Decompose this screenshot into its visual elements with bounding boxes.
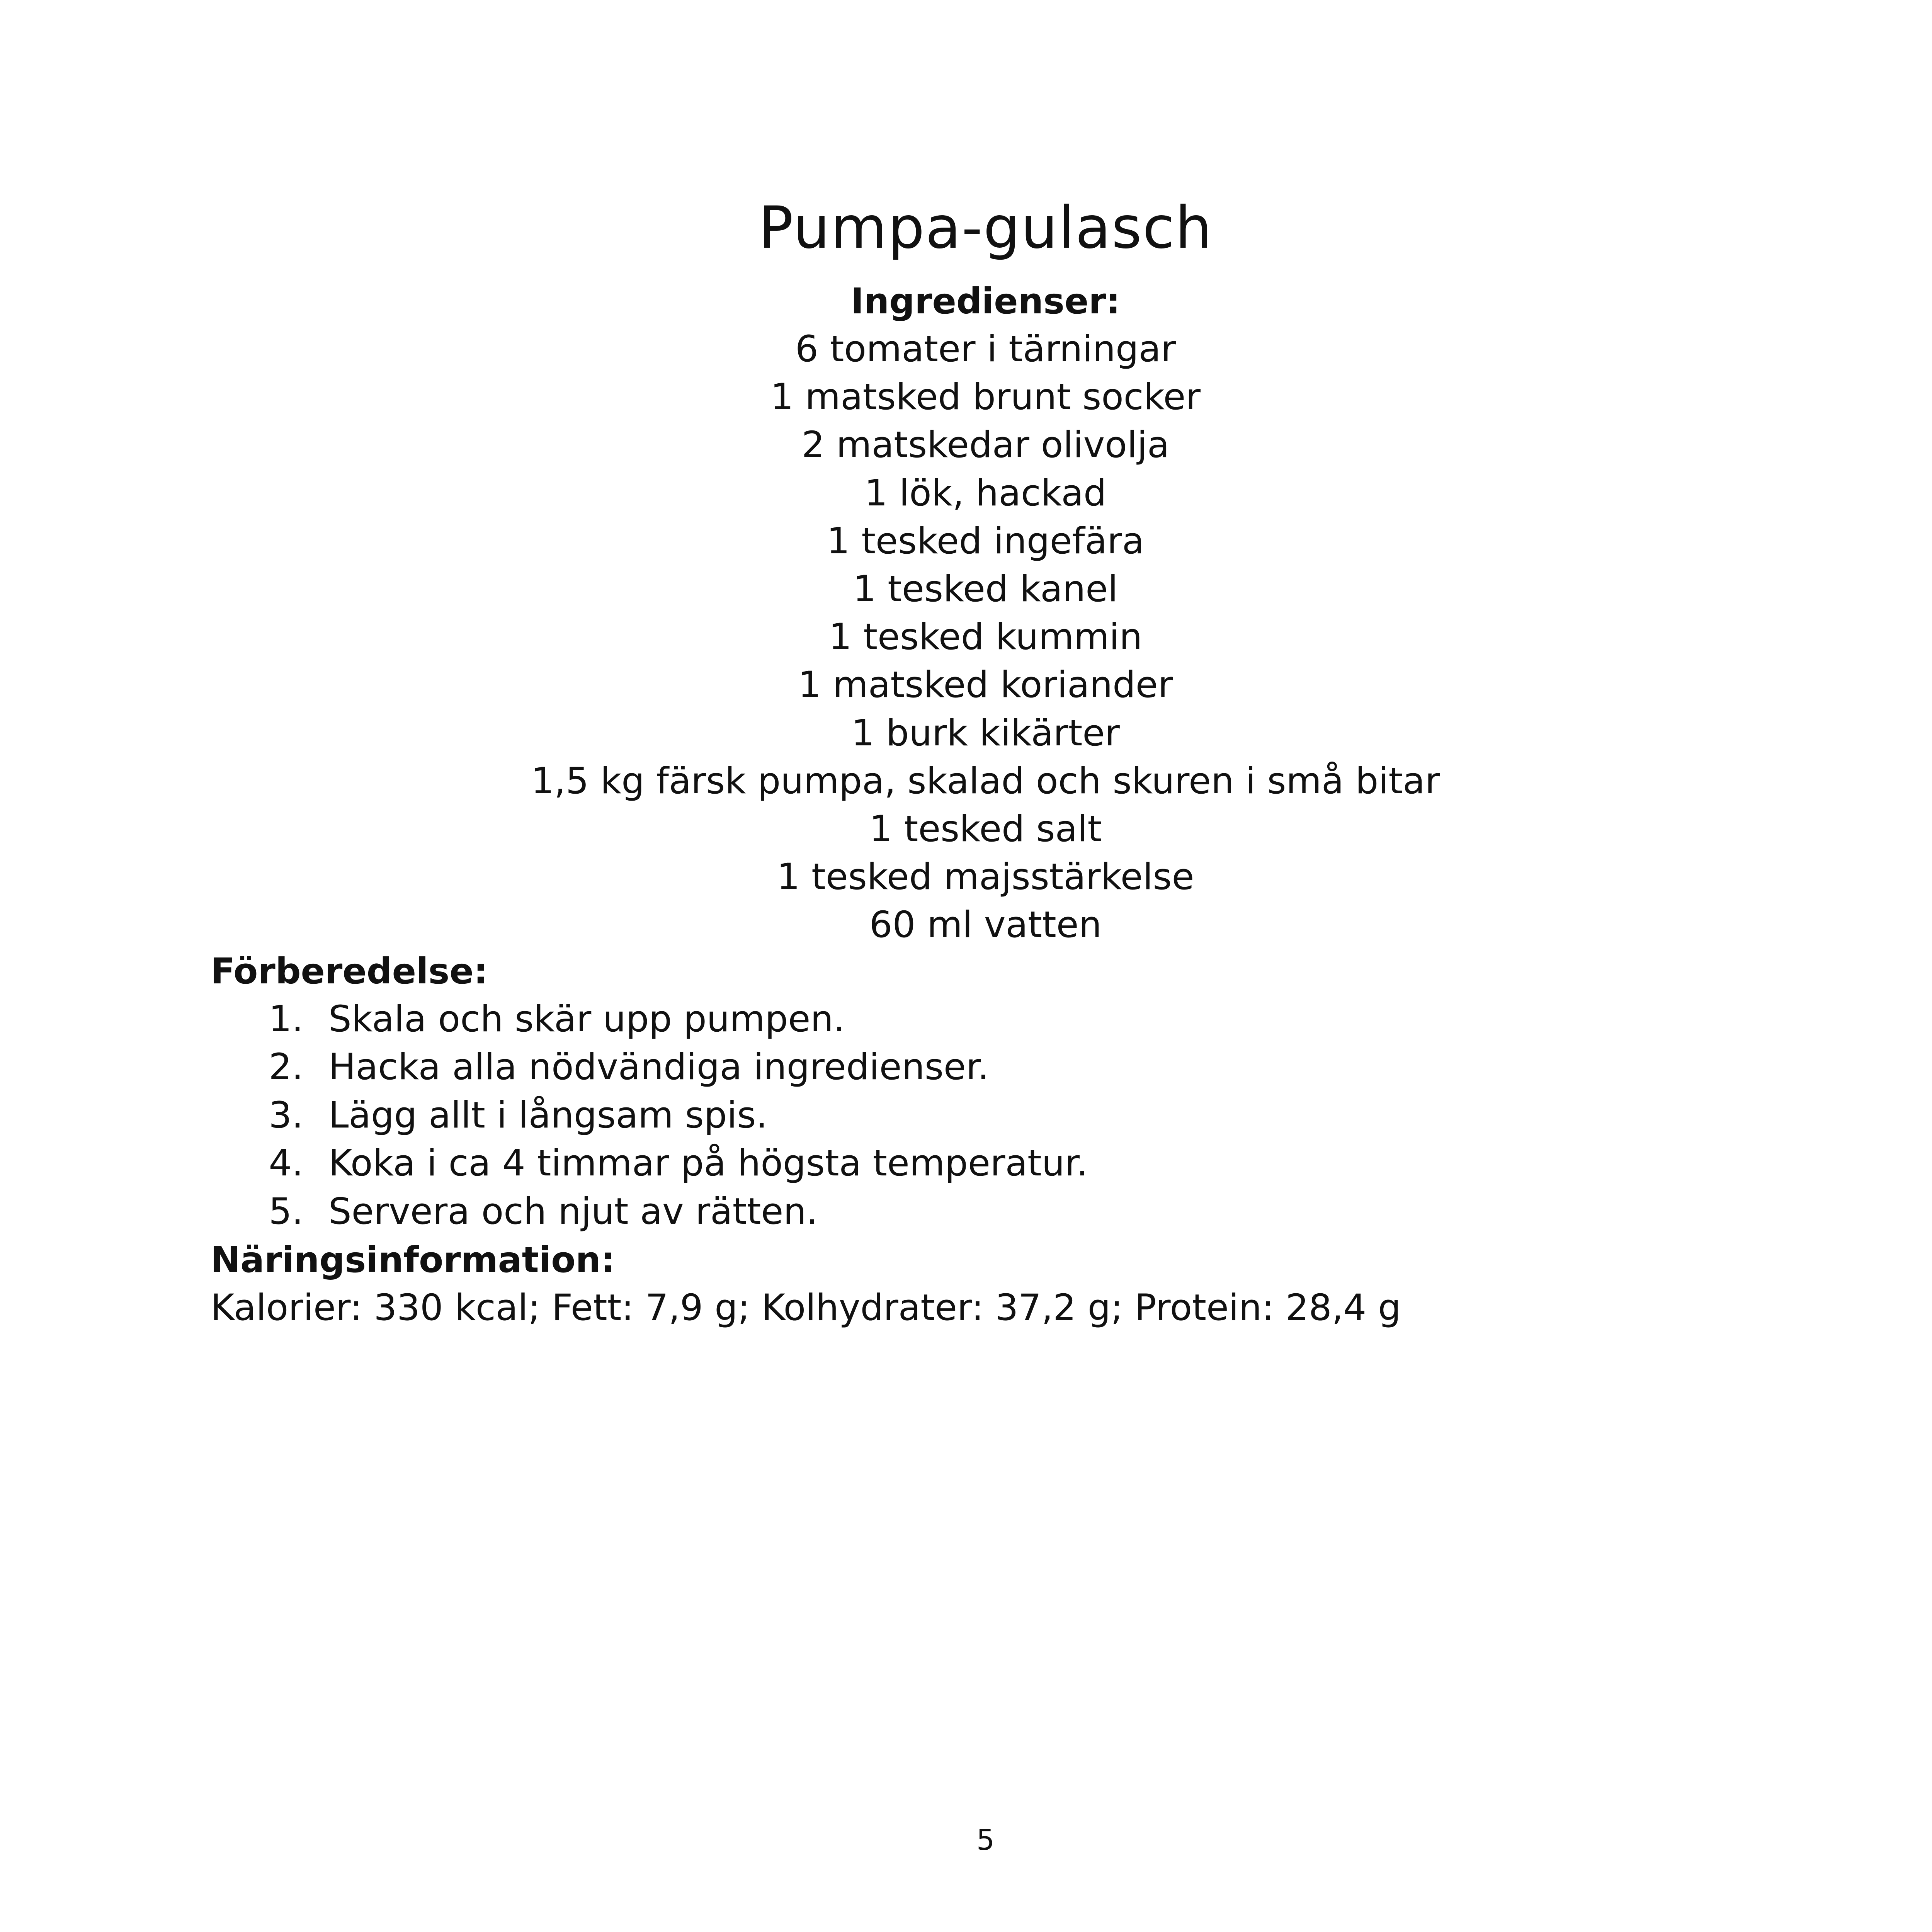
ingredient-item: 1 matsked koriander <box>798 664 1173 706</box>
step-number: 5. <box>269 1190 303 1233</box>
step-list <box>211 995 1872 1236</box>
step-item <box>211 1139 1872 1187</box>
nutrition-heading: Näringsinformation: <box>211 1239 615 1281</box>
step-item <box>211 1092 1872 1139</box>
ingredients-heading: Ingredienser: <box>850 281 1121 322</box>
step-text: Hacka alla nödvändiga ingredienser. <box>328 1046 989 1088</box>
ingredient-item: 1,5 kg färsk pumpa, skalad och skuren i små bitar <box>531 760 1440 802</box>
ingredient-item: 1 burk kikärter <box>851 712 1120 754</box>
ingredient-list <box>0 325 1932 949</box>
ingredient-item: 1 matsked brunt socker <box>770 376 1201 418</box>
ingredients-section <box>0 277 1932 949</box>
step-number: 4. <box>269 1142 303 1185</box>
step-text: Lägg allt i långsam spis. <box>328 1094 768 1136</box>
page-number: 5 <box>976 1823 995 1857</box>
ingredient-item: 1 tesked kanel <box>853 568 1118 610</box>
step-text: Skala och skär upp pumpen. <box>328 998 845 1040</box>
ingredient-item: 1 tesked ingefära <box>827 520 1145 562</box>
nutrition-section <box>211 1236 1872 1332</box>
step-number: 3. <box>269 1094 303 1136</box>
ingredient-item: 6 tomater i tärningar <box>795 328 1176 370</box>
step-number: 2. <box>269 1046 303 1088</box>
ingredient-item: 2 matskedar olivolja <box>801 424 1170 466</box>
ingredient-item: 1 tesked kummin <box>828 616 1143 658</box>
preparation-heading: Förberedelse: <box>211 951 488 992</box>
step-number: 1. <box>269 998 303 1040</box>
recipe-title: Pumpa-gulasch <box>758 194 1213 262</box>
step-item <box>211 995 1872 1043</box>
step-text: Servera och njut av rätten. <box>328 1190 818 1233</box>
step-text: Koka i ca 4 timmar på högsta temperatur. <box>328 1142 1088 1185</box>
preparation-section <box>211 947 1872 1236</box>
ingredient-item: 1 tesked salt <box>869 808 1102 850</box>
nutrition-facts: Kalorier: 330 kcal; Fett: 7,9 g; Kolhydrater: 37,2 g; Protein: 28,4 g <box>211 1287 1401 1329</box>
step-item <box>211 1188 1872 1236</box>
ingredient-item: 60 ml vatten <box>869 904 1102 946</box>
step-item <box>211 1043 1872 1091</box>
ingredient-item: 1 tesked majsstärkelse <box>777 856 1194 898</box>
ingredient-item: 1 lök, hackad <box>864 472 1107 514</box>
